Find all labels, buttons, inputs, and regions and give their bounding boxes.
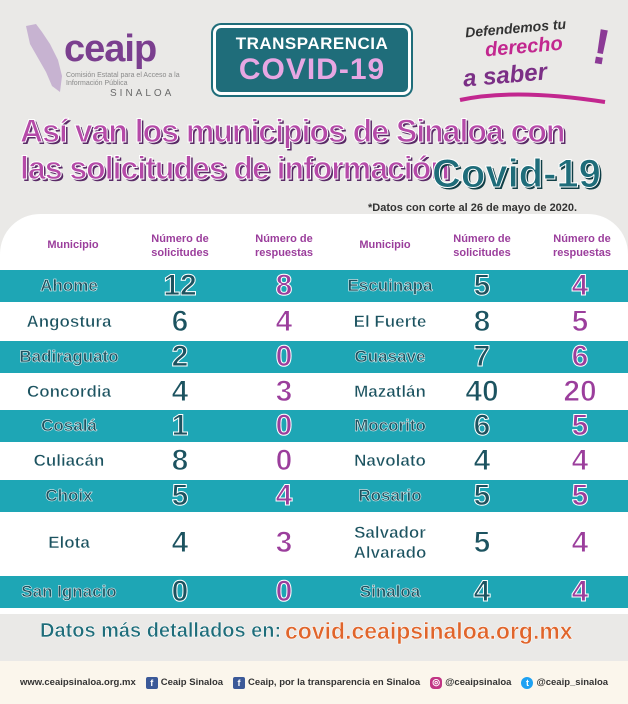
table-row — [0, 514, 628, 572]
respuestas-value: 0 — [275, 340, 293, 373]
respuestas-value: 4 — [571, 575, 589, 608]
covid-title: Covid-19 — [432, 152, 601, 196]
solicitudes-value: 5 — [171, 479, 189, 512]
table-row — [0, 410, 628, 442]
respuestas-value: 8 — [275, 269, 293, 302]
solicitudes-value: 40 — [465, 375, 499, 408]
instagram-icon: ◎ — [430, 677, 442, 689]
headline-line2: las solicitudes de información — [20, 150, 449, 186]
municipio-name: Elota — [48, 533, 90, 552]
municipio-name: Mazatlán — [354, 382, 426, 401]
header-municipio-left: Municipio — [47, 239, 99, 251]
slogan — [455, 15, 615, 108]
slogan-line3: a saber — [461, 58, 549, 93]
header-respuestas-left: Número de respuestas — [254, 233, 314, 259]
table-row — [0, 376, 628, 408]
solicitudes-value: 4 — [171, 526, 189, 559]
logo-state: SINALOA — [110, 88, 175, 99]
table-row — [0, 445, 628, 477]
respuestas-value: 5 — [571, 479, 589, 512]
municipio-name: Rosario — [358, 486, 422, 505]
slogan-exclamation: ! — [588, 17, 615, 77]
sinaloa-map-icon — [22, 22, 66, 102]
footer-url-link[interactable]: covid.ceaipsinaloa.org.mx — [285, 618, 573, 644]
cutoff-note: *Datos con corte al 26 de mayo de 2020. — [368, 202, 578, 214]
solicitudes-value: 12 — [163, 269, 197, 302]
solicitudes-value: 1 — [171, 409, 189, 442]
municipio-name: Badiraguato — [19, 347, 119, 366]
municipio-name: Cosalá — [41, 416, 97, 435]
facebook-icon: f — [233, 677, 245, 689]
municipio-name: Concordia — [26, 382, 112, 401]
municipios-table — [0, 214, 628, 614]
table-row — [0, 480, 628, 512]
respuestas-value: 5 — [571, 409, 589, 442]
solicitudes-value: 4 — [473, 444, 491, 477]
table-row — [0, 306, 628, 338]
respuestas-value: 0 — [275, 409, 293, 442]
respuestas-value: 4 — [571, 269, 589, 302]
respuestas-value: 3 — [275, 375, 293, 408]
footer-label: Datos más detallados en: — [40, 620, 282, 642]
respuestas-value: 4 — [571, 526, 589, 559]
municipio-name: Choix — [45, 486, 93, 505]
solicitudes-value: 5 — [473, 269, 491, 302]
municipio-name: Guasave — [354, 347, 426, 366]
solicitudes-value: 0 — [171, 575, 189, 608]
municipio-name: Escuinapa — [347, 276, 433, 295]
respuestas-value: 3 — [275, 526, 293, 559]
municipio-name: Navolato — [354, 451, 426, 470]
solicitudes-value: 8 — [171, 444, 189, 477]
table-row — [0, 341, 628, 373]
twitter-icon: t — [521, 677, 533, 689]
twitter-link[interactable]: t @ceaip_sinaloa — [521, 677, 608, 689]
solicitudes-value: 2 — [171, 340, 189, 373]
respuestas-value: 20 — [563, 375, 597, 408]
solicitudes-value: 6 — [473, 409, 491, 442]
header-respuestas-right: Número de respuestas — [552, 233, 612, 259]
solicitudes-value: 8 — [473, 305, 491, 338]
header-municipio-right: Municipio — [359, 239, 411, 251]
facebook-link-2[interactable]: f Ceaip, por la transparencia en Sinaloa — [233, 677, 420, 689]
table-row — [0, 270, 628, 302]
solicitudes-value: 4 — [171, 375, 189, 408]
solicitudes-value: 5 — [473, 479, 491, 512]
facebook-link-1[interactable]: f Ceaip Sinaloa — [146, 677, 223, 689]
municipio-name: Sinaloa — [359, 582, 421, 601]
municipio-name: Mocorito — [354, 416, 426, 435]
logo-name: ceaip — [64, 28, 157, 70]
respuestas-value: 4 — [571, 444, 589, 477]
respuestas-value: 6 — [571, 340, 589, 373]
municipio-name: Ahome — [40, 276, 98, 295]
respuestas-value: 5 — [571, 305, 589, 338]
headline-line1: Así van los municipios de Sinaloa con — [20, 113, 565, 149]
brush-stroke-icon — [455, 88, 615, 108]
municipio-name: Culiacán — [33, 451, 105, 470]
header-solicitudes-right: Número de solicitudes — [453, 233, 511, 259]
respuestas-value: 0 — [275, 575, 293, 608]
municipio-name: Angostura — [26, 312, 112, 331]
header-solicitudes-left: Número de solicitudes — [151, 233, 209, 259]
slogan-line2: derecho — [484, 32, 564, 62]
municipio-name: Salvador Alvarado — [353, 523, 427, 562]
municipio-name: El Fuerte — [353, 312, 427, 331]
badge-top-text: TRANSPARENCIA — [235, 34, 389, 53]
solicitudes-value: 6 — [171, 305, 189, 338]
solicitudes-value: 4 — [473, 575, 491, 608]
ceaip-logo — [22, 22, 192, 102]
respuestas-value: 4 — [275, 305, 293, 338]
respuestas-value: 4 — [275, 479, 293, 512]
solicitudes-value: 5 — [473, 526, 491, 559]
bottom-bar — [0, 661, 628, 704]
table-row — [0, 576, 628, 608]
transparencia-badge — [213, 25, 411, 95]
facebook-icon: f — [146, 677, 158, 689]
website-link[interactable]: www.ceaipsinaloa.org.mx — [19, 677, 136, 688]
badge-bottom-text: COVID-19 — [238, 53, 386, 86]
instagram-link[interactable]: ◎ @ceaipsinaloa — [430, 677, 511, 689]
municipio-name: San Ignacio — [21, 582, 117, 601]
slogan-line1: Defendemos tu — [464, 15, 567, 41]
logo-subtitle: Comisión Estatal para el Acceso a la Información Pública — [66, 72, 180, 87]
solicitudes-value: 7 — [473, 340, 491, 373]
respuestas-value: 0 — [275, 444, 293, 477]
